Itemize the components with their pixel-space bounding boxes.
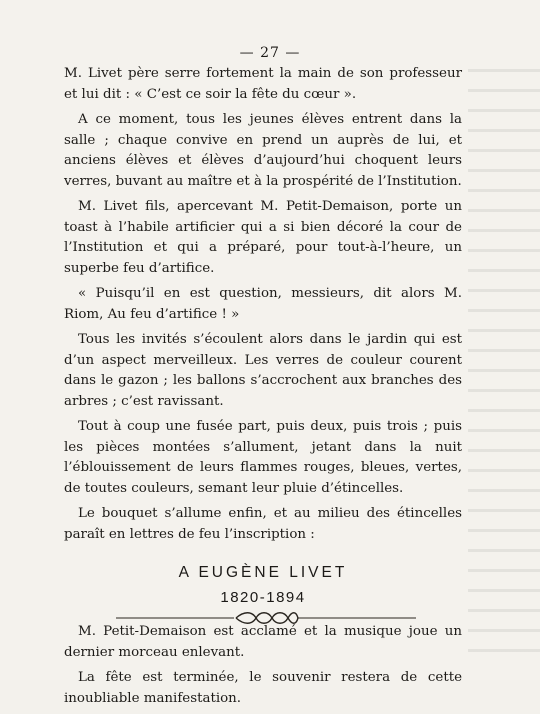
show-through-bleed [468,60,540,660]
paragraph-6: Tout à coup une fusée part, puis deux, puis trois ; puis les pièces montées s’allument, jetant dans la nuit l’éblouissement de leurs flammes rouges, bleues, vertes, de toutes couleurs, semant leur pluie d’étincelles. [64,419,462,496]
paragraph-1: M. Livet père serre fortement la main de son professeur et lui dit : « C’est ce soir la fête du cœur ». [64,66,462,102]
inscription-name: A EUGÈNE LIVET [178,564,348,581]
inscription-years: 1820-1894 [220,588,306,606]
paragraph-3: M. Livet fils, apercevant M. Petit-Demaison, porte un toast à l’habile artificier qui a si bien décoré la cour de l’Institution et qui a préparé, pour tout-à-l’heure, un superbe feu d’artifice. [64,199,462,276]
paragraph-2: A ce moment, tous les jeunes élèves entrent dans la salle ; chaque convive en prend un auprès de lui, et anciens élèves et élèves d’aujourd’hui choquent leurs verres, buvant au maître et à la prospérité de l’Institution. [64,112,462,189]
paragraph-5: Tous les invités s’écoulent alors dans le jardin qui est d’un aspect merveilleux. Les verres de couleur courent dans le gazon ; les ballons s’accrochent aux branches des arbres ; c’est ravissant. [64,332,462,409]
paragraph-9: La fête est terminée, le souvenir restera de cette inoubliable manifestation. [64,670,462,706]
ornament-divider [116,611,416,625]
paragraph-8: M. Petit-Demaison est acclamé et la musique joue un dernier morceau enlevant. [64,624,462,660]
paragraph-4: « Puisqu’il en est question, messieurs, dit alors M. Riom, Au feu d’artifice ! » [64,286,462,322]
paragraph-7: Le bouquet s’allume enfin, et au milieu des étincelles paraît en lettres de feu l’inscription : [64,506,462,542]
page-number: — 27 — [239,45,301,61]
